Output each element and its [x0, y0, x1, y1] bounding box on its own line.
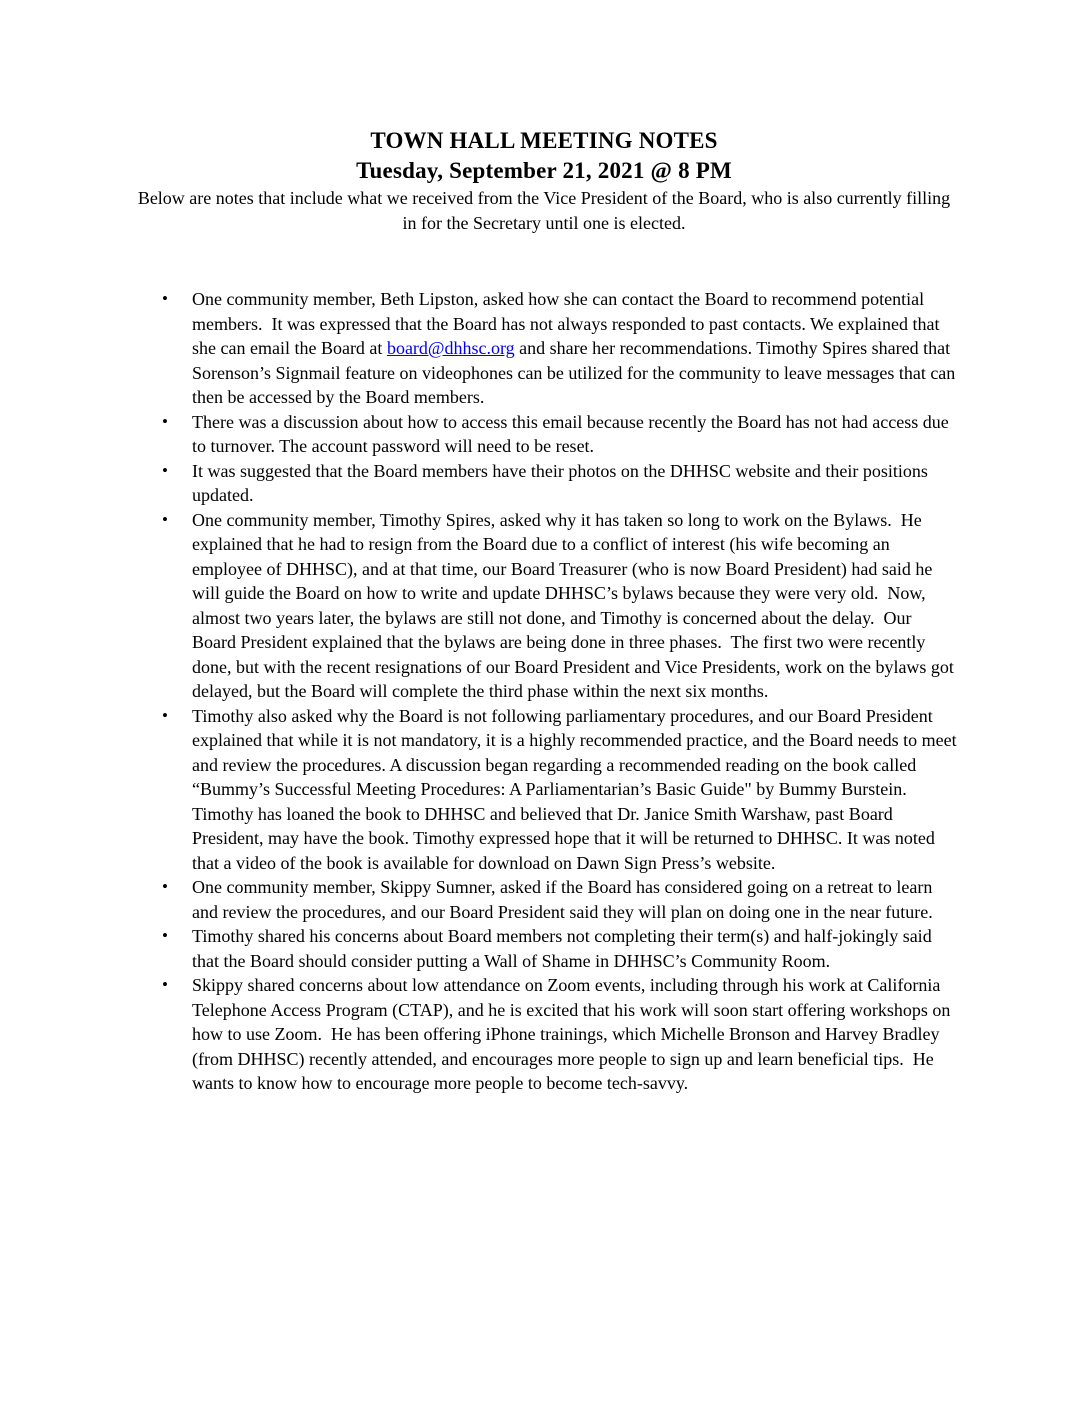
- bullet-list: [130, 287, 962, 1096]
- bullet-item: [192, 973, 958, 1096]
- bullet-item: [192, 704, 962, 876]
- intro-text: Below are notes that include what we received from the Vice President of the Board, who is also currently filling in for the Secretary until one is elected.: [137, 188, 955, 233]
- bullet-text: There was a discussion about how to access this email because recently the Board has not had access due to turnover. The account password will need to be reset.: [192, 411, 954, 456]
- page-title: TOWN HALL MEETING NOTES: [370, 128, 718, 153]
- bullet-item: [192, 875, 958, 924]
- bullet-text: It was suggested that the Board members have their photos on the DHHSC website and their positions updated.: [192, 460, 933, 505]
- bullet-item: [192, 459, 958, 508]
- bullet-text: One community member, Beth Lipston, asked how she can contact the Board to recommend potential members. It was expressed that the Board has not always responded to past contacts. We explained that she can email the Board at: [192, 289, 945, 358]
- bullet-text: Timothy also asked why the Board is not following parliamentary procedures, and our Board President explained that while it is not mandatory, it is a highly recommended practice, and the Board needs to meet and review the procedures. A discussion began regarding a recommended reading on the book called “Bummy’s Successful Meeting Procedures: A Parliamentarian’s Basic Guide" by Bummy Burstein. Timothy has loaned the book to DHHSC and believed that Dr. Janice Smith Warshaw, past Board President, may have the book. Timothy expressed hope that it will be returned to DHHSC. It was noted that a video of the book is available for download on Dawn Sign Press’s website.: [192, 705, 962, 873]
- bullet-text: One community member, Skippy Sumner, asked if the Board has considered going on a retreat to learn and review the procedures, and our Board President said they will plan on doing one in the near future.: [192, 877, 937, 922]
- bullet-text: One community member, Timothy Spires, asked why it has taken so long to work on the Bylaws. He explained that he had to resign from the Board due to a conflict of interest (his wife becoming an employee of DHHSC), and at that time, our Board Treasurer (who is now Board President) had said he will guide the Board on how to write and update DHHSC’s bylaws because they were very old. Now, almost two years later, the bylaws are still not done, and Timothy is concerned about the delay. Our Board President explained that the bylaws are being done in three phases. The first two were recently done, but with the recent resignations of our Board President and Vice Presidents, work on the bylaws got delayed, but the Board will complete the third phase within the next six months.: [192, 509, 959, 701]
- meeting-date-line: Tuesday, September 21, 2021 @ 8 PM: [356, 158, 732, 183]
- bullet-item: [192, 410, 958, 459]
- bullet-text: and share her recommendations. Timothy Spires shared that Sorenson’s Signmail feature on videophones can be utilized for the community to leave messages that can then be accessed by the Board members.: [192, 338, 960, 407]
- board-email-link[interactable]: board@dhhsc.org: [386, 338, 515, 358]
- bullet-item: [192, 924, 958, 973]
- bullet-text: Timothy shared his concerns about Board members not completing their term(s) and half-jokingly said that the Board should consider putting a Wall of Shame in DHHSC’s Community Room.: [192, 926, 937, 971]
- bullet-item: [192, 508, 958, 704]
- bullet-item: [192, 287, 958, 410]
- bullet-text: Skippy shared concerns about low attendance on Zoom events, including through his work at California Telephone Access Program (CTAP), and he is excited that his work will soon start offering workshops on how to use Zoom. He has been offering iPhone trainings, which Michelle Bronson and Harvey Bradley (from DHHSC) recently attended, and encourages more people to sign up and learn beneficial tips. He wants to know how to encourage more people to become tech-savvy.: [192, 975, 955, 1093]
